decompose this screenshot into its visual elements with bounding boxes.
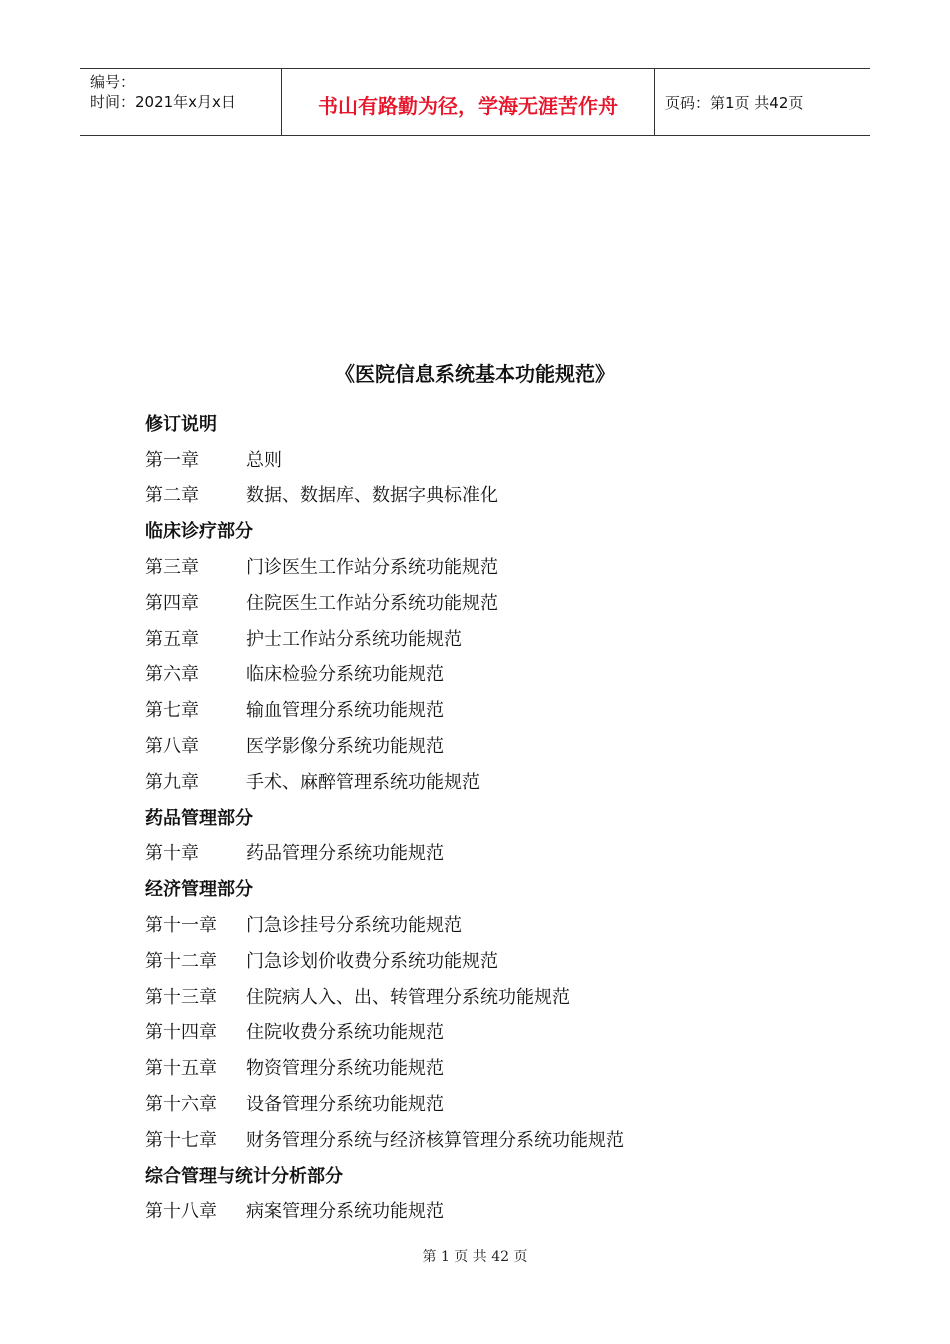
toc-chapter-row xyxy=(145,727,865,763)
toc-chapter-number: 第十六章 xyxy=(145,1094,217,1116)
page-footer: 第 1 页 共 42 页 xyxy=(422,1249,528,1265)
toc-chapter-row xyxy=(145,978,865,1014)
toc-chapter-row xyxy=(145,548,865,584)
toc-chapter-number: 第十五章 xyxy=(145,1058,217,1080)
toc-chapter-number: 第十章 xyxy=(145,843,199,865)
toc-chapter-number: 第四章 xyxy=(145,592,199,614)
toc-chapter-title: 门急诊挂号分系统功能规范 xyxy=(246,915,462,937)
header-meta-cell xyxy=(80,69,282,135)
toc-chapter-row xyxy=(145,1193,865,1229)
toc-chapter-title: 财务管理分系统与经济核算管理分系统功能规范 xyxy=(246,1129,624,1151)
toc-chapter-title: 门急诊划价收费分系统功能规范 xyxy=(246,950,498,972)
toc-chapter-title: 总则 xyxy=(246,449,282,471)
toc-chapter-number: 第十八章 xyxy=(145,1201,217,1223)
toc-chapter-number: 第二章 xyxy=(145,485,199,507)
toc-section-heading xyxy=(145,1157,865,1193)
toc-chapter-title: 病案管理分系统功能规范 xyxy=(246,1201,444,1223)
toc-chapter-title: 药品管理分系统功能规范 xyxy=(246,843,444,865)
toc-chapter-title: 物资管理分系统功能规范 xyxy=(246,1058,444,1080)
toc-section-label: 综合管理与统计分析部分 xyxy=(145,1165,343,1187)
toc-chapter-row xyxy=(145,942,865,978)
number-label: 编号： xyxy=(90,73,136,91)
toc-chapter-row xyxy=(145,763,865,799)
toc-chapter-title: 医学影像分系统功能规范 xyxy=(246,736,444,758)
toc-chapter-row xyxy=(145,441,865,477)
toc-chapter-title: 门诊医生工作站分系统功能规范 xyxy=(246,557,498,579)
toc-chapter-number: 第五章 xyxy=(145,628,199,650)
header-motto-cell xyxy=(282,69,655,135)
toc-chapter-row xyxy=(145,620,865,656)
toc-chapter-row xyxy=(145,1085,865,1121)
toc-chapter-number: 第九章 xyxy=(145,771,199,793)
toc-chapter-number: 第十七章 xyxy=(145,1129,217,1151)
toc-chapter-row xyxy=(145,1049,865,1085)
toc-chapter-title: 手术、麻醉管理系统功能规范 xyxy=(246,771,480,793)
toc-chapter-number: 第十一章 xyxy=(145,915,217,937)
document-title: 《医院信息系统基本功能规范》 xyxy=(335,362,615,386)
toc-chapter-number: 第十四章 xyxy=(145,1022,217,1044)
toc-chapter-number: 第一章 xyxy=(145,449,199,471)
toc-section-label: 经济管理部分 xyxy=(145,879,253,901)
table-of-contents xyxy=(145,405,865,1228)
toc-section-heading xyxy=(145,799,865,835)
toc-chapter-title: 设备管理分系统功能规范 xyxy=(246,1094,444,1116)
toc-section-heading xyxy=(145,512,865,548)
toc-section-heading xyxy=(145,405,865,441)
toc-chapter-title: 数据、数据库、数据字典标准化 xyxy=(246,485,498,507)
toc-chapter-title: 输血管理分系统功能规范 xyxy=(246,700,444,722)
toc-section-label: 药品管理部分 xyxy=(145,807,253,829)
toc-chapter-title: 护士工作站分系统功能规范 xyxy=(246,628,462,650)
toc-section-label: 修订说明 xyxy=(145,413,217,435)
toc-chapter-row xyxy=(145,584,865,620)
header-page-cell xyxy=(655,69,870,135)
toc-chapter-row xyxy=(145,906,865,942)
toc-chapter-number: 第六章 xyxy=(145,664,199,686)
time-label: 时间：2021年x月x日 xyxy=(90,93,236,111)
toc-chapter-number: 第十三章 xyxy=(145,986,217,1008)
header-page-label: 页码：第1页 共42页 xyxy=(665,93,804,112)
toc-chapter-row xyxy=(145,691,865,727)
toc-chapter-row xyxy=(145,656,865,692)
toc-chapter-title: 住院病人入、出、转管理分系统功能规范 xyxy=(246,986,570,1008)
page-header xyxy=(80,68,870,136)
toc-chapter-row xyxy=(145,477,865,513)
toc-chapter-title: 临床检验分系统功能规范 xyxy=(246,664,444,686)
toc-chapter-number: 第三章 xyxy=(145,557,199,579)
toc-chapter-title: 住院医生工作站分系统功能规范 xyxy=(246,592,498,614)
toc-chapter-title: 住院收费分系统功能规范 xyxy=(246,1022,444,1044)
toc-chapter-row xyxy=(145,1014,865,1050)
toc-chapter-number: 第八章 xyxy=(145,736,199,758)
toc-section-label: 临床诊疗部分 xyxy=(145,521,253,543)
motto-text: 书山有路勤为径，学海无涯苦作舟 xyxy=(318,93,618,118)
toc-chapter-row xyxy=(145,1121,865,1157)
toc-section-heading xyxy=(145,870,865,906)
toc-chapter-number: 第十二章 xyxy=(145,950,217,972)
toc-chapter-row xyxy=(145,835,865,871)
toc-chapter-number: 第七章 xyxy=(145,700,199,722)
